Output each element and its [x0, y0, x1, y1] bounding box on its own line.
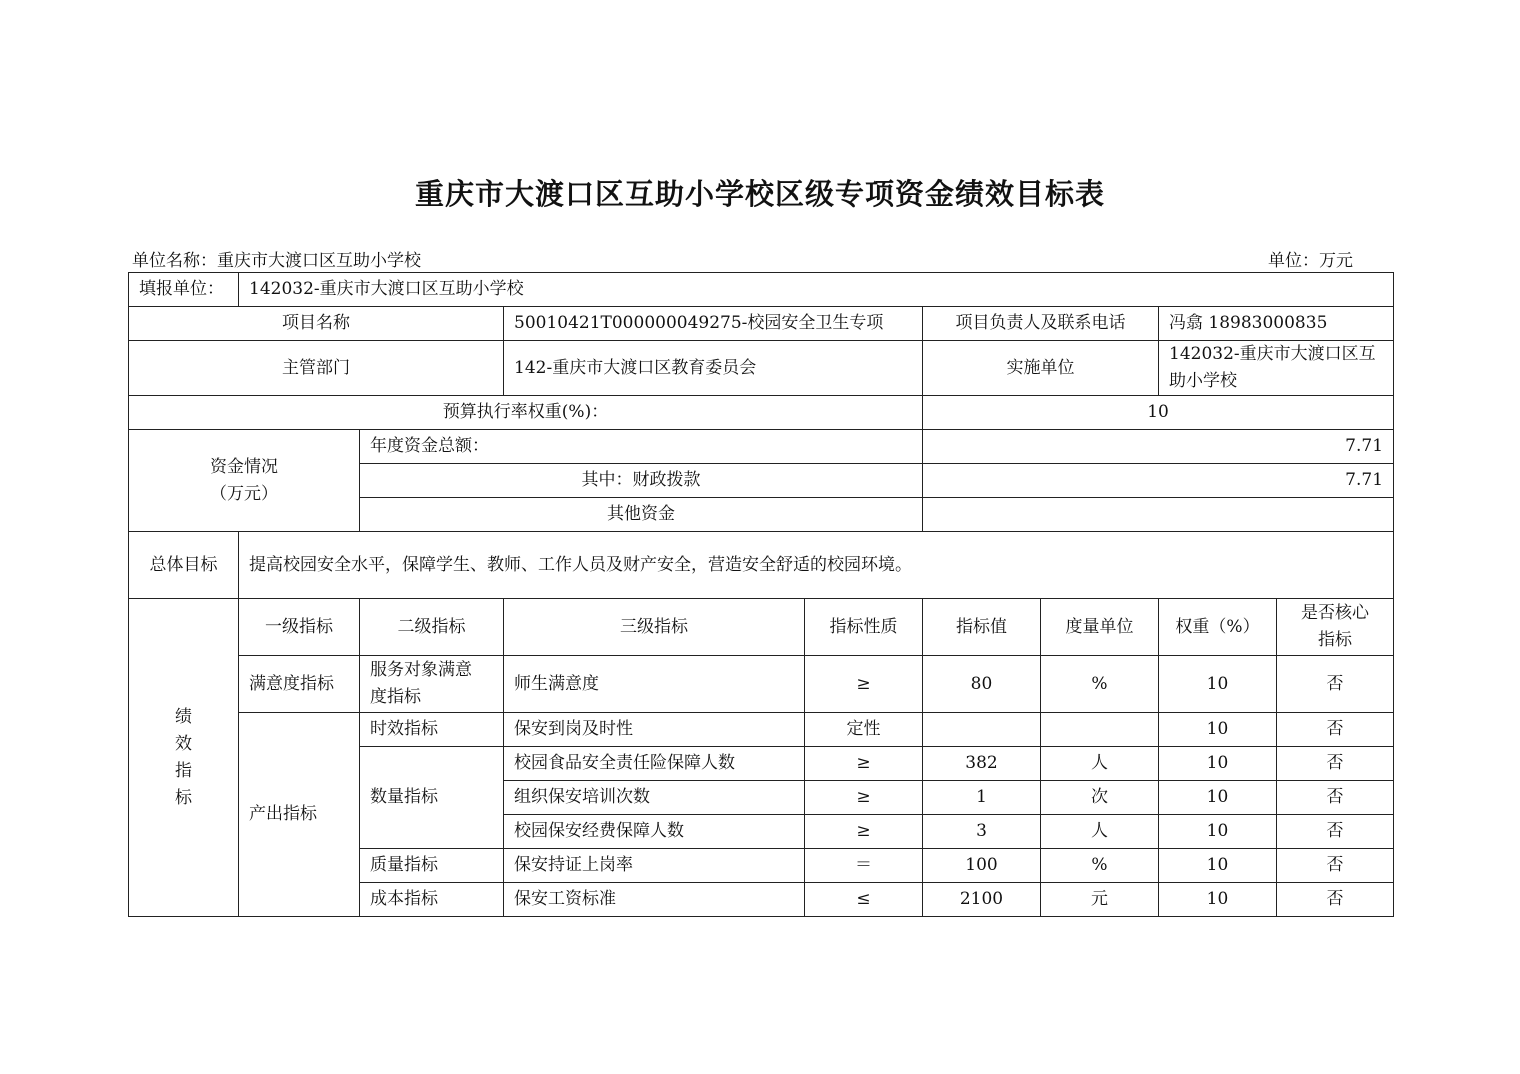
level1-output: 产出指标 [239, 713, 360, 917]
budget-weight-label: 预算执行率权重(%)： [129, 396, 923, 430]
nature-cell: ≤ [805, 883, 923, 917]
fill-unit-value: 142032-重庆市大渡口区互助小学校 [239, 273, 1394, 307]
core-cell: 否 [1277, 849, 1394, 883]
budget-weight-value: 10 [923, 396, 1394, 430]
project-row [129, 307, 1394, 341]
value-cell [923, 713, 1041, 747]
level3-cell: 组织保安培训次数 [504, 781, 805, 815]
unit-cell [1041, 713, 1159, 747]
nature-cell: ≥ [805, 815, 923, 849]
funds-label-line2: （万元） [210, 483, 278, 504]
core-cell: 否 [1277, 781, 1394, 815]
annual-total-value: 7.71 [923, 430, 1394, 464]
value-cell: 2100 [923, 883, 1041, 917]
value-cell: 80 [923, 656, 1041, 713]
nature-cell: ≥ [805, 747, 923, 781]
weight-cell: 10 [1159, 747, 1277, 781]
table-row [129, 656, 1394, 713]
level3-cell: 保安工资标准 [504, 883, 805, 917]
level2-satisfaction-line1: 服务对象满意 [370, 660, 472, 680]
header-value: 指标值 [923, 599, 1041, 656]
table-row [129, 713, 1394, 747]
unit-cell: 次 [1041, 781, 1159, 815]
other-value [923, 498, 1394, 532]
core-cell: 否 [1277, 747, 1394, 781]
fill-unit-row [129, 273, 1394, 307]
core-cell: 否 [1277, 656, 1394, 713]
perf-char: 效 [175, 733, 192, 754]
header-core-line1: 是否核心 [1301, 603, 1369, 623]
header-level1: 一级指标 [239, 599, 360, 656]
nature-cell: ＝ [805, 849, 923, 883]
level2-cost: 成本指标 [360, 883, 504, 917]
level3-cell: 保安持证上岗率 [504, 849, 805, 883]
value-cell: 100 [923, 849, 1041, 883]
header-level3: 三级指标 [504, 599, 805, 656]
performance-indicator-label [129, 599, 239, 917]
perf-char: 标 [175, 787, 192, 808]
perf-char: 绩 [175, 706, 192, 727]
level3-cell: 校园保安经费保障人数 [504, 815, 805, 849]
perf-char: 指 [175, 760, 192, 781]
weight-cell: 10 [1159, 781, 1277, 815]
header-nature: 指标性质 [805, 599, 923, 656]
level2-satisfaction [360, 656, 504, 713]
level2-satisfaction-line2: 度指标 [370, 687, 421, 707]
header-core-line2: 指标 [1318, 630, 1352, 650]
unit-measure: 单位：万元 [1268, 251, 1353, 271]
level2-quality: 质量指标 [360, 849, 504, 883]
contact-value: 冯翕 18983000835 [1159, 307, 1394, 341]
indicator-header-row [129, 599, 1394, 656]
unit-cell: 人 [1041, 815, 1159, 849]
unit-cell: % [1041, 849, 1159, 883]
nature-cell: 定性 [805, 713, 923, 747]
fill-unit-label: 填报单位： [129, 273, 239, 307]
nature-cell: ≥ [805, 781, 923, 815]
level2-time: 时效指标 [360, 713, 504, 747]
dept-label: 主管部门 [129, 341, 504, 396]
contact-label: 项目负责人及联系电话 [923, 307, 1159, 341]
impl-label: 实施单位 [923, 341, 1159, 396]
impl-value: 142032-重庆市大渡口区互助小学校 [1159, 341, 1394, 396]
performance-table [128, 272, 1394, 917]
level3-cell: 保安到岗及时性 [504, 713, 805, 747]
value-cell: 3 [923, 815, 1041, 849]
dept-value: 142-重庆市大渡口区教育委员会 [504, 341, 923, 396]
weight-cell: 10 [1159, 883, 1277, 917]
other-label: 其他资金 [360, 498, 923, 532]
level3-cell: 校园食品安全责任险保障人数 [504, 747, 805, 781]
funds-total-row [129, 430, 1394, 464]
funds-label-line1: 资金情况 [210, 456, 278, 477]
unit-cell: % [1041, 656, 1159, 713]
goal-row [129, 532, 1394, 599]
weight-cell: 10 [1159, 656, 1277, 713]
weight-cell: 10 [1159, 849, 1277, 883]
goal-label: 总体目标 [129, 532, 239, 599]
page-title: 重庆市大渡口区互助小学校区级专项资金绩效目标表 [414, 177, 1105, 211]
value-cell: 382 [923, 747, 1041, 781]
budget-weight-row [129, 396, 1394, 430]
project-name-label: 项目名称 [129, 307, 504, 341]
header-level2: 二级指标 [360, 599, 504, 656]
fiscal-label: 其中：财政拨款 [360, 464, 923, 498]
core-cell: 否 [1277, 713, 1394, 747]
annual-total-label: 年度资金总额： [360, 430, 923, 464]
fiscal-value: 7.71 [923, 464, 1394, 498]
funds-label [129, 430, 360, 532]
goal-value: 提高校园安全水平，保障学生、教师、工作人员及财产安全，营造安全舒适的校园环境。 [239, 532, 1394, 599]
unit-name: 单位名称：重庆市大渡口区互助小学校 [132, 251, 421, 271]
dept-row [129, 341, 1394, 396]
project-name-value: 50010421T000000049275-校园安全卫生专项 [504, 307, 923, 341]
header-unit: 度量单位 [1041, 599, 1159, 656]
core-cell: 否 [1277, 883, 1394, 917]
weight-cell: 10 [1159, 713, 1277, 747]
unit-cell: 人 [1041, 747, 1159, 781]
level2-quantity: 数量指标 [360, 747, 504, 849]
weight-cell: 10 [1159, 815, 1277, 849]
header-core [1277, 599, 1394, 656]
core-cell: 否 [1277, 815, 1394, 849]
nature-cell: ≥ [805, 656, 923, 713]
value-cell: 1 [923, 781, 1041, 815]
header-weight: 权重（%） [1159, 599, 1277, 656]
unit-cell: 元 [1041, 883, 1159, 917]
level1-satisfaction: 满意度指标 [239, 656, 360, 713]
level3-cell: 师生满意度 [504, 656, 805, 713]
